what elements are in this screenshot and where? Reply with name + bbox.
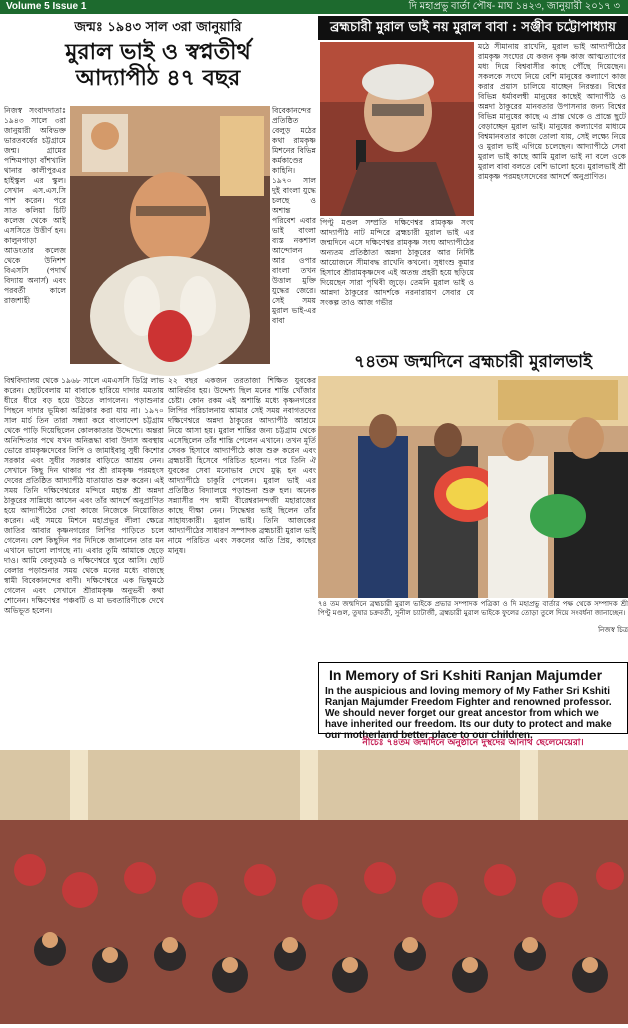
- memorial-box: [318, 662, 628, 741]
- celebration-photo: [318, 376, 628, 598]
- right-side-text: মঠে সীমানায় রাখেনি, মুরাল ভাই আদ্যাপীঠের রামকৃষ্ণ সংঘের যে কজন কৃষ্ণ কাজ আত্মত্যাগের মধ্য দিয়ে বিশ্ববাসীর কাছে পৌঁছে দিয়েছেন। সকলকে সংঘে নিয়ে বেশি মানুষের কল্যাণে কাজ করার প্রয়াস চালিয়ে যাচ্ছেন নিরন্তর। বিশ্বের বিভিন্ন ধর্মাবলম্বী মানুষের কাছেই আদ্যাপীঠ ও অন্নদা ঠাকুরের মানবতার উপাসনার জন্য বিশ্বের বিভিন্ন মানুষের কাছে এ প্রান্ত থেকে ও প্রান্তে ছুটে বেড়াচ্ছেন মুরাল ভাই। মানুষের কল্যাণের মাধ্যমে বিশ্বমানবতার কাজে তোলা যায়, সেই লক্ষ্যে নিয়ে ও মুরাল ভাই এগিয়ে চলেছেন। আদ্যাপীঠে সেবা মুরাল ভাই কাছে আমি মুরাল ভাই না বলে ওকে মুরাল বাবা বলতে বেশি ভালো হবে। মুরালভাই শ্রী রামকৃষ্ণ পরমহংসদেবের আদর্শে অনুপ্রাণিত।: [478, 42, 626, 181]
- memorial-body: In the auspicious and loving memory of My Father Sri Kshiti Ranjan Majumder Freedom Fighter and renowned professor. We should never forget our great ancestor from which we have inherited our freedom. Its our duty to protect and make our motherland better place to our children.: [325, 686, 612, 741]
- right-banner: ব্রহ্মচারী মুরাল ভাই নয় মুরাল বাবা : সঞ্জীব চট্টোপাধ্যায়: [318, 16, 628, 40]
- left-headline: [0, 16, 316, 114]
- photo-caption: ৭৪ তম জন্মদিনে ব্রহ্মচারী মুরাল ভাইকে প্রভার সম্পাদক পত্রিকা ও দি মহাপ্রভু বার্তার পক্ষ থেকে সম্পাদক শ্রী পিণ্টু মণ্ডল, তুষার চক্রবর্তী, সুনীল চ্যাটার্জী, ব্রহ্মচারী মুরাল ভাইকে ফুলের তোড়া তুলে দিয়ে সংবর্ধনা জানাচ্ছেন।: [318, 600, 628, 617]
- section-title: ৭৪তম জন্মদিনে ব্রহ্মচারী মুরালভাই: [354, 352, 592, 372]
- headline-title-1: মুরাল ভাই ও স্বপ্নতীর্থ: [65, 39, 251, 65]
- crowd-photo: [0, 750, 628, 1024]
- volume-label: Volume 5 Issue 1: [6, 1, 87, 12]
- birth-line: জন্মঃ ১৯৪৩ সাল ৩রা জানুয়ারি: [74, 20, 242, 35]
- memorial-title: In Memory of Sri Kshiti Ranjan Majumder: [329, 667, 603, 683]
- headline-title-2: আদ্যাপীঠ ৪৭ বছর: [75, 65, 241, 91]
- article-column-1: নিজস্ব সংবাদদাতাঃ ১৯৪৩ সালে ৩রা জানুয়ারী অবিভক্ত ভারতবর্ষের চট্টগ্রামে জন্ম। গ্রামের পশ্চিমপাড়া বাঁশখালি থানার কালীপুরএর হাইস্কুল এর স্কুল। সেখান এস.এস.সি পাশ করেন। পরে সাত কলিয়া চিটি কলেজ থেকে আই এসসিতে উত্তীর্ণ হন। কালুনগাড়া আডংতার কলেজ থেকে উনিশশ বিএসসি (পদার্থ বিদ্যায় অনার্স) এবং পরবর্তী কালে রাজশাহী: [4, 106, 66, 305]
- celebration-photo-graphic: [318, 376, 628, 598]
- masthead-label: দি মহাপ্রভু বার্তা পৌষ- মাঘ ১৪২৩, জানুয়ারী ২০১৭ ৩: [408, 1, 620, 12]
- article-column-2: বিবেকানন্দের প্রতিষ্ঠিত বেলুড় মঠের কথা রামকৃষ্ণ মিশনের বিভিন্ন কর্মকাণ্ডের কাহিনি। ১৯৭০ সাল দুই বাংলা যুদ্ধে চলছে ও অশান্ত পরিবেশ এবার ভাই বাংলা ব্যস্ত নকশাল আন্দোলন আর ওপার বাংলা তখন উত্তাল মুক্তি যুদ্ধের জেরে। সেই সময় মুরাল ভাই-এর বাবা: [272, 106, 316, 325]
- article-column-3: ২২ বছর একজন তরতাজা শিক্ষিত যুবকের আবির্ভাব হয়। উদ্দেশ্য ছিল মনের শান্তি খোঁজার চেষ্টা। কোন রকম এই অশান্তি মধ্যে কৃষ্ণনগরের লিপির পরিচালনায় আমার সেই সময় নবাগতদের দক্ষিণেশ্বরে অন্নদা ঠাকুরের আদ্যাপীঠ আশ্রমে নিয়ে আসা হয়। মুরাল শান্তির জন্য চট্টগ্রাম থেকে এসেছিলেন তাঁর শান্তি পেলেন এখানে। তখন মূর্তি সেবক হিসাবে আদ্যাপীঠে কাজ শুরু করেন এবং ব্রহ্মচারী হিসেবে পরিচিত হলেন। পরে তিনি ঐ যুবকের সেবা মনোভাব দেখে মুগ্ধ হন এবং আদ্যাপীঠে চাকুরি পেলেন। মুরাল ভাই এর প্রতিষ্ঠিত বিদ্যালয়ে পড়াশুনা শুরু হল। অনেক সন্ন্যাসীর পদ স্বামী বীরেশ্বরানন্দজী মহারাজের কাছে দীক্ষা নেন। সিদ্ধেশ্বর ভাই ছিলেন তাঁর সাহায্যকারী। মুরাল ভাই। তিনি আজকের আদ্যাপীঠের সাধারণ সম্পাদক ব্রহ্মচারী মুরাল ভাই নামে পরিচিত এবং সকলের অতি প্রিয়, কাছের মানুষ।: [168, 376, 316, 555]
- speaker-photo-graphic: [320, 42, 474, 216]
- article-body: বিশ্ববিদ্যালয় থেকে ১৯৬৮ সালে এমএসসি ডিগ্রি লাভ করেন। ছোটবেলায় মা বাবাকে হারিয়ে দাদার মমতায় ধীরে ধীরে বড় হয়ে উঠতে লাগলেন। পড়াশুনার পিছনে দাদার ভূমিকা অগ্রিকার করা যায় না। ১৯৭০ সাল মার্চ তিন তারা সন্ধ্যা করে বাংলাদেশ চট্টগ্রাম থেকে পাড়ি দিয়েছিলেন কোলকাতার উদ্দেশ্যে। অন্তরা অনিশ্চিতার পথে যখন অনিরূদ্ধা বাবা উদাস অবস্থায় ভোরে রামকৃষ্ণদেবের লিপি ও জামাইবাবু সুধী কিশোর সরকার এবং সুধীর সরকার বাড়িতে আশ্রয় নেন। সেখানে কিছু দিন থাকার পর শ্রী রামকৃষ্ণ পরমহংস দেবের প্রতিষ্ঠিত আদ্যাপীঠ যাতায়াত শুরু করেন। এই সময় তিনি দক্ষিণেশ্বরের মন্দিরে মহান্ত শ্রী অন্নদা ঠাকুরের সান্নিধ্যে আসেন এবং তাঁর আদর্শে অনুপ্রাণিত হয়ে আদ্যাপীঠের সেবা কাজে নিজেকে নিয়োজিত করেন। এই সময়ে মিশনে মহাপ্রভুর লীলা ক্ষেত্রে জাতির আবার কৃষ্ণনগরের লিপির পাড়িতে চলে গেলেন। বেশ কিছুদিন পর দিদিকে জানালেন তার মন এখানে ভালো লাগছে না। এবার তুমি আমাকে ছেড়ে দাও। আমি বেলুড়মঠ ও দক্ষিণেশ্বরে ঘুরে আসি। ছোট বেলার পড়াশুনার সময় থেকে মনের মধ্যে বাজছে স্বামী বিবেকানন্দের বাণী। দক্ষিণেশ্বরে এক ভিক্ষুমঠে গেলেন এবং সেখানে শ্রীরামকৃষ্ণ অনুভবী কথা শোনেন। দক্ষিণেশ্বর পঞ্চবটি ও মা ভবতারিণীকে দেখে অভিভূত হলেন।: [4, 376, 164, 615]
- photo-credit: নিজস্ব চিত্র: [598, 626, 628, 634]
- crowd-photo-graphic: [0, 750, 628, 1024]
- portrait-photo: [70, 106, 270, 364]
- bottom-caption: নীচেঃ ৭৪তম জন্মদিনে অনুষ্ঠানে দুস্থদের আনাথ ছেলেমেয়েরা।: [362, 738, 584, 748]
- portrait-photo-graphic: [70, 106, 270, 364]
- top-bar: [0, 0, 628, 14]
- right-lower-text: পিণ্টু মণ্ডল সম্প্রতি দক্ষিণেশ্বর রামকৃষ্ণ সংঘ আদ্যাপীঠ নাট মন্দিরে ব্রহ্মচারী মুরাল ভাই এর জন্মদিনে এসে দক্ষিণেশ্বর রামকৃষ্ণ সংঘ আদ্যাপীঠের অন্যতম প্রতিষ্ঠাতা অন্নদা ঠাকুরের আর নির্দিষ্ট আয়োজনে সীমাবদ্ধ রাখেনি কখনো। সুধাংশু কুমার হিসাবে শ্রীরামকৃষ্ণদেব এই অতন্দ্র প্রহরী হয়ে ছড়িয়ে দিয়েছেন সারা পৃথিবী জুড়ে। তেমনি মুরাল ভাই ও আন্নদা ঠাকুরের আদর্শকে নরনারায়ণ সেবার যে সংকল্প তাও আজ গভীর: [320, 218, 474, 307]
- speaker-photo: [320, 42, 474, 216]
